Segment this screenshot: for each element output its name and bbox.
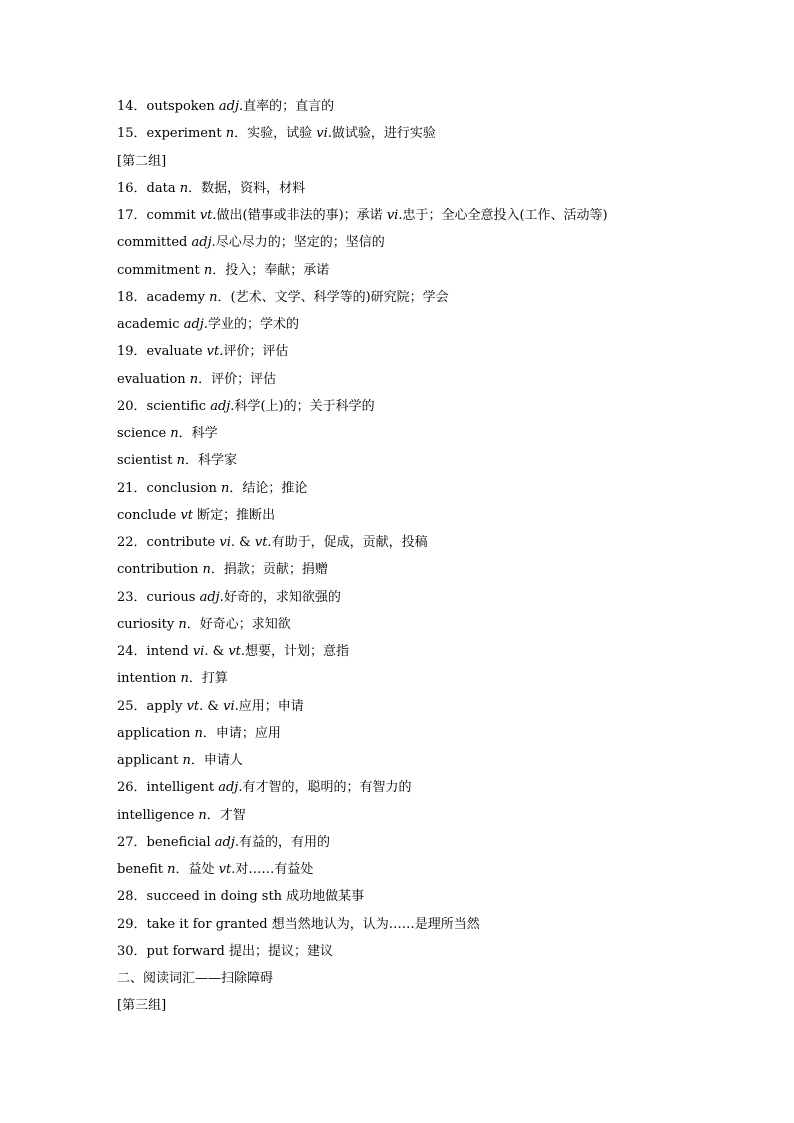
line-text: scientist — [117, 453, 177, 469]
vocab-line — [117, 338, 737, 365]
line-text: 26．intelligent — [117, 780, 219, 796]
line-text: ．益处 — [175, 862, 219, 877]
line-text: 30．put forward 提出；提议；建议 — [117, 943, 333, 959]
line-text: ．数据，资料，材料 — [188, 180, 306, 196]
vocab-line — [117, 802, 737, 829]
part-of-speech: n — [198, 807, 207, 823]
line-text: 尽心尽力的；坚定的；坚信的 — [215, 235, 385, 251]
line-text: 做出(错事或非法的事)；承诺 — [216, 208, 387, 223]
vocab-line — [117, 529, 737, 556]
part-of-speech: adj. — [183, 317, 208, 332]
line-text: ．好奇心；求知欲 — [186, 616, 291, 632]
vocab-line — [117, 93, 737, 120]
part-of-speech: vt. — [218, 862, 236, 877]
part-of-speech: vi. — [316, 126, 332, 142]
line-text: 25．apply — [117, 698, 187, 714]
line-text: evaluation — [117, 371, 190, 387]
part-of-speech: n — [170, 426, 179, 441]
line-text: ．捐款；贡献；捐赠 — [210, 562, 328, 578]
part-of-speech: n — [167, 862, 176, 877]
part-of-speech: n — [180, 671, 189, 687]
line-text: & — [203, 698, 224, 714]
vocab-line — [117, 311, 737, 338]
vocab-line — [117, 229, 737, 256]
vocab-line — [117, 393, 737, 420]
part-of-speech: n — [203, 262, 213, 278]
line-text: 二、阅读词汇——扫除障碍 — [117, 971, 274, 986]
line-text: academic — [117, 317, 184, 332]
line-text: ．打算 — [188, 671, 228, 687]
part-of-speech: vt. — [228, 644, 246, 659]
vocab-line — [117, 366, 737, 393]
line-text: ．实验，试验 — [234, 126, 317, 142]
line-text: curiosity — [117, 616, 179, 632]
line-text: 29．take it for granted 想当然地认为，认为……是理所当然 — [117, 916, 480, 932]
vocab-line — [117, 447, 737, 474]
vocab-line — [117, 992, 737, 1019]
vocab-line — [117, 584, 737, 611]
line-text: intelligence — [117, 807, 199, 823]
line-text: 19．evaluate — [117, 344, 207, 360]
line-text: ．投入；奉献；承诺 — [212, 262, 330, 278]
vocab-line — [117, 148, 737, 175]
part-of-speech: vt. — [199, 208, 217, 223]
line-text: ．评价；评估 — [198, 371, 277, 387]
line-text: & — [208, 644, 229, 659]
vocab-line — [117, 257, 737, 284]
line-text: ．申请；应用 — [202, 725, 281, 741]
line-text: 忠于；全心全意投入(工作、活动等) — [402, 208, 608, 223]
line-text: 22．contribute — [117, 535, 220, 550]
vocab-line — [117, 502, 737, 529]
line-text: 应用；申请 — [238, 698, 304, 714]
line-text: application — [117, 725, 195, 741]
line-text: science — [117, 426, 171, 441]
vocab-line — [117, 883, 737, 910]
part-of-speech: adj. — [199, 589, 224, 605]
line-text: contribution — [117, 562, 203, 578]
part-of-speech: n — [189, 371, 199, 387]
line-text: ．结论；推论 — [229, 480, 308, 496]
line-text: 15．experiment — [117, 126, 226, 142]
vocab-line — [117, 202, 737, 229]
line-text: 21．conclusion — [117, 480, 221, 496]
part-of-speech: vt — [180, 507, 194, 523]
line-text: 有益的，有用的 — [239, 834, 331, 850]
vocab-line — [117, 693, 737, 720]
line-text: ．科学 — [178, 426, 218, 441]
line-text: ．(艺术、文学、科学等的)研究院；学会 — [217, 289, 449, 305]
vocab-line — [117, 938, 737, 965]
part-of-speech: vi. — [223, 698, 239, 714]
vocab-line — [117, 829, 737, 856]
line-text: 14．outspoken — [117, 99, 219, 114]
part-of-speech: vi. — [219, 535, 236, 550]
part-of-speech: n — [178, 616, 187, 632]
line-text: 20．scientific — [117, 398, 211, 414]
line-text: 23．curious — [117, 589, 200, 605]
part-of-speech: vt. — [206, 344, 224, 360]
line-text: intention — [117, 671, 181, 687]
line-text: 断定；推断出 — [193, 507, 276, 523]
part-of-speech: adj. — [218, 780, 243, 796]
vocab-line — [117, 720, 737, 747]
line-text: 27．beneficial — [117, 834, 215, 850]
line-text: ．申请人 — [190, 753, 243, 768]
part-of-speech: adj. — [191, 235, 216, 251]
vocab-line — [117, 611, 737, 638]
part-of-speech: vi. — [192, 644, 209, 659]
line-text: benefit — [117, 862, 168, 877]
line-text: 18．academy — [117, 289, 210, 305]
part-of-speech: n — [182, 753, 191, 768]
line-text: 评价；评估 — [223, 344, 289, 360]
part-of-speech: vt. — [254, 535, 272, 550]
part-of-speech: n — [225, 126, 235, 142]
line-text: 对……有益处 — [235, 862, 314, 877]
vocab-line — [117, 120, 737, 147]
vocab-line — [117, 965, 737, 992]
vocab-line — [117, 665, 737, 692]
part-of-speech: n — [194, 725, 203, 741]
line-text: 好奇的，求知欲强的 — [223, 589, 341, 605]
part-of-speech: adj. — [214, 834, 240, 850]
line-text: 学业的；学术的 — [207, 317, 299, 332]
vocab-line — [117, 284, 737, 311]
part-of-speech: n — [209, 289, 218, 305]
part-of-speech: n — [221, 480, 230, 496]
line-text: [第三组] — [117, 998, 167, 1014]
line-text: ．才智 — [206, 807, 246, 823]
line-text: 16．data — [117, 180, 180, 196]
line-text: commitment — [117, 262, 204, 278]
part-of-speech: n — [179, 180, 189, 196]
part-of-speech: vt. — [186, 698, 204, 714]
line-text: 做试验，进行实验 — [331, 126, 436, 142]
line-text: 科学(上)的；关于科学的 — [234, 398, 375, 414]
line-text: ．科学家 — [184, 453, 237, 469]
part-of-speech: vi. — [386, 208, 403, 223]
vocab-line — [117, 556, 737, 583]
line-text: 24．intend — [117, 644, 193, 659]
line-text: [第二组] — [117, 153, 167, 169]
line-text: 有助于，促成，贡献，投稿 — [271, 535, 428, 550]
line-text: 17．commit — [117, 208, 200, 223]
vocab-line — [117, 856, 737, 883]
line-text: applicant — [117, 753, 183, 768]
part-of-speech: adj. — [218, 99, 244, 114]
vocab-line — [117, 638, 737, 665]
line-text: committed — [117, 235, 192, 251]
line-text: 想要，计划；意指 — [245, 644, 350, 659]
vocab-line — [117, 420, 737, 447]
part-of-speech: adj. — [210, 398, 235, 414]
vocabulary-list — [117, 93, 737, 1020]
part-of-speech: n — [176, 453, 185, 469]
part-of-speech: n — [202, 562, 211, 578]
vocab-line — [117, 911, 737, 938]
line-text: conclude — [117, 507, 181, 523]
vocab-line — [117, 747, 737, 774]
line-text: 有才智的，聪明的；有智力的 — [242, 780, 412, 796]
line-text: 直率的；直言的 — [243, 99, 335, 114]
line-text: 28．succeed in doing sth 成功地做某事 — [117, 889, 365, 905]
vocab-line — [117, 475, 737, 502]
vocab-line — [117, 774, 737, 801]
vocab-line — [117, 175, 737, 202]
line-text: & — [235, 535, 255, 550]
